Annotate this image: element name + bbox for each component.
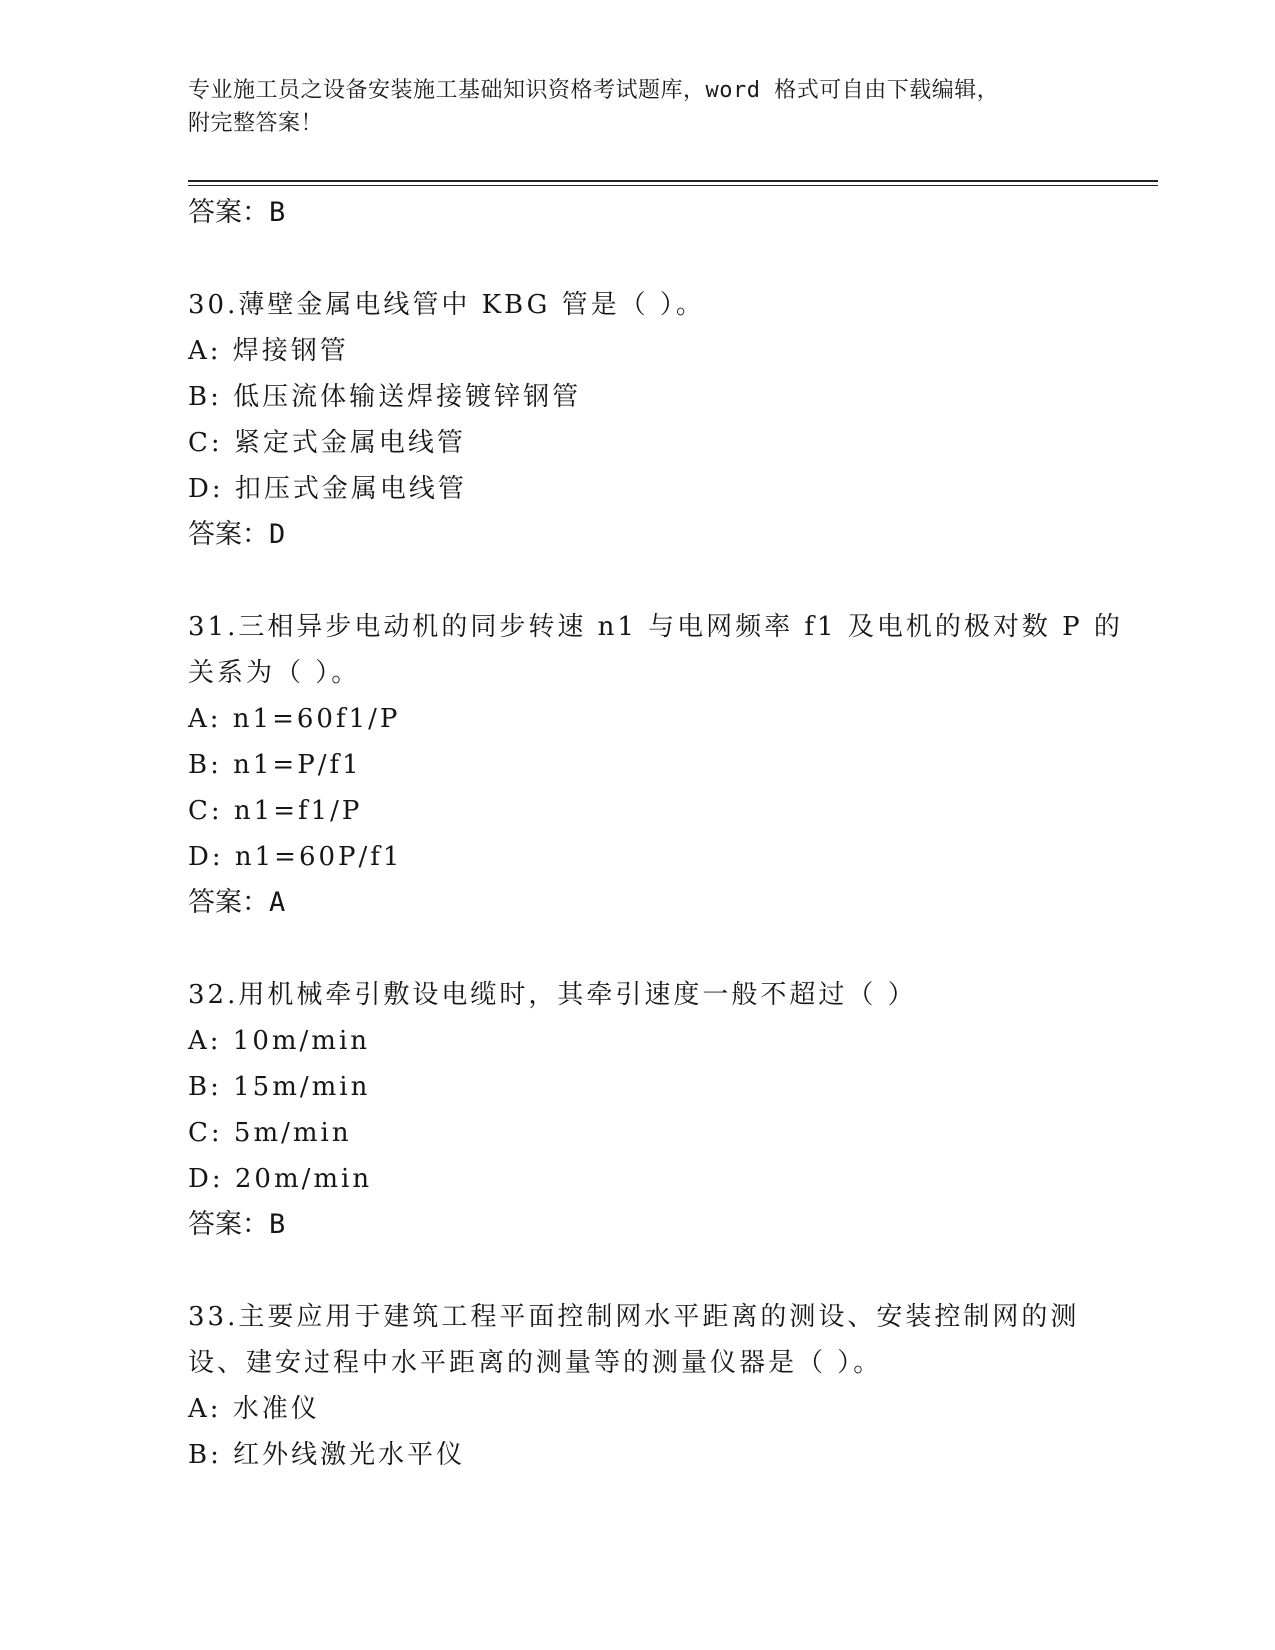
question-text: 30.薄壁金属电线管中 KBG 管是（ ）。 — [188, 290, 705, 320]
question-text: 33.主要应用于建筑工程平面控制网水平距离的测设、安装控制网的测 — [188, 1302, 1080, 1332]
option-a: A: n1=60f1/P — [188, 704, 401, 734]
question-block — [188, 972, 1088, 1248]
question-text: 32.用机械牵引敷设电缆时，其牵引速度一般不超过（ ） — [188, 980, 917, 1010]
answer-line: 答案：B — [188, 197, 286, 228]
option-b: B: 15m/min — [188, 1072, 371, 1102]
option-a: A: 焊接钢管 — [188, 336, 349, 366]
option-d: D: 20m/min — [188, 1164, 373, 1194]
option-c: C: 紧定式金属电线管 — [188, 428, 466, 458]
option-a: A: 10m/min — [188, 1026, 371, 1056]
header-line-1: 专业施工员之设备安装施工基础知识资格考试题库，word 格式可自由下载编辑， — [188, 78, 1000, 103]
header-divider-thick — [188, 180, 1158, 182]
question-block — [188, 1294, 1088, 1478]
header-line-2: 附完整答案！ — [188, 111, 324, 136]
header-divider-thin — [188, 185, 1158, 186]
option-c: C: 5m/min — [188, 1118, 352, 1148]
option-b: B: 红外线激光水平仪 — [188, 1440, 466, 1470]
option-b: B: 低压流体输送焊接镀锌钢管 — [188, 382, 582, 412]
option-c: C: n1=f1/P — [188, 796, 363, 826]
answer-line: 答案：A — [188, 887, 286, 918]
question-block — [188, 282, 1088, 558]
option-b: B: n1=P/f1 — [188, 750, 362, 780]
answer-line: 答案：B — [188, 1209, 286, 1240]
question-block — [188, 604, 1123, 926]
option-a: A: 水准仪 — [188, 1394, 320, 1424]
question-text: 31.三相异步电动机的同步转速 n1 与电网频率 f1 及电机的极对数 P 的 — [188, 612, 1123, 642]
question-text-continued: 关系为（ ）。 — [188, 658, 361, 688]
question-text-continued: 设、建安过程中水平距离的测量等的测量仪器是（ ）。 — [188, 1348, 883, 1378]
document-header — [188, 74, 1068, 140]
answer-line: 答案：D — [188, 519, 286, 550]
option-d: D: n1=60P/f1 — [188, 842, 403, 872]
option-d: D: 扣压式金属电线管 — [188, 474, 467, 504]
question-list — [188, 190, 1123, 1478]
